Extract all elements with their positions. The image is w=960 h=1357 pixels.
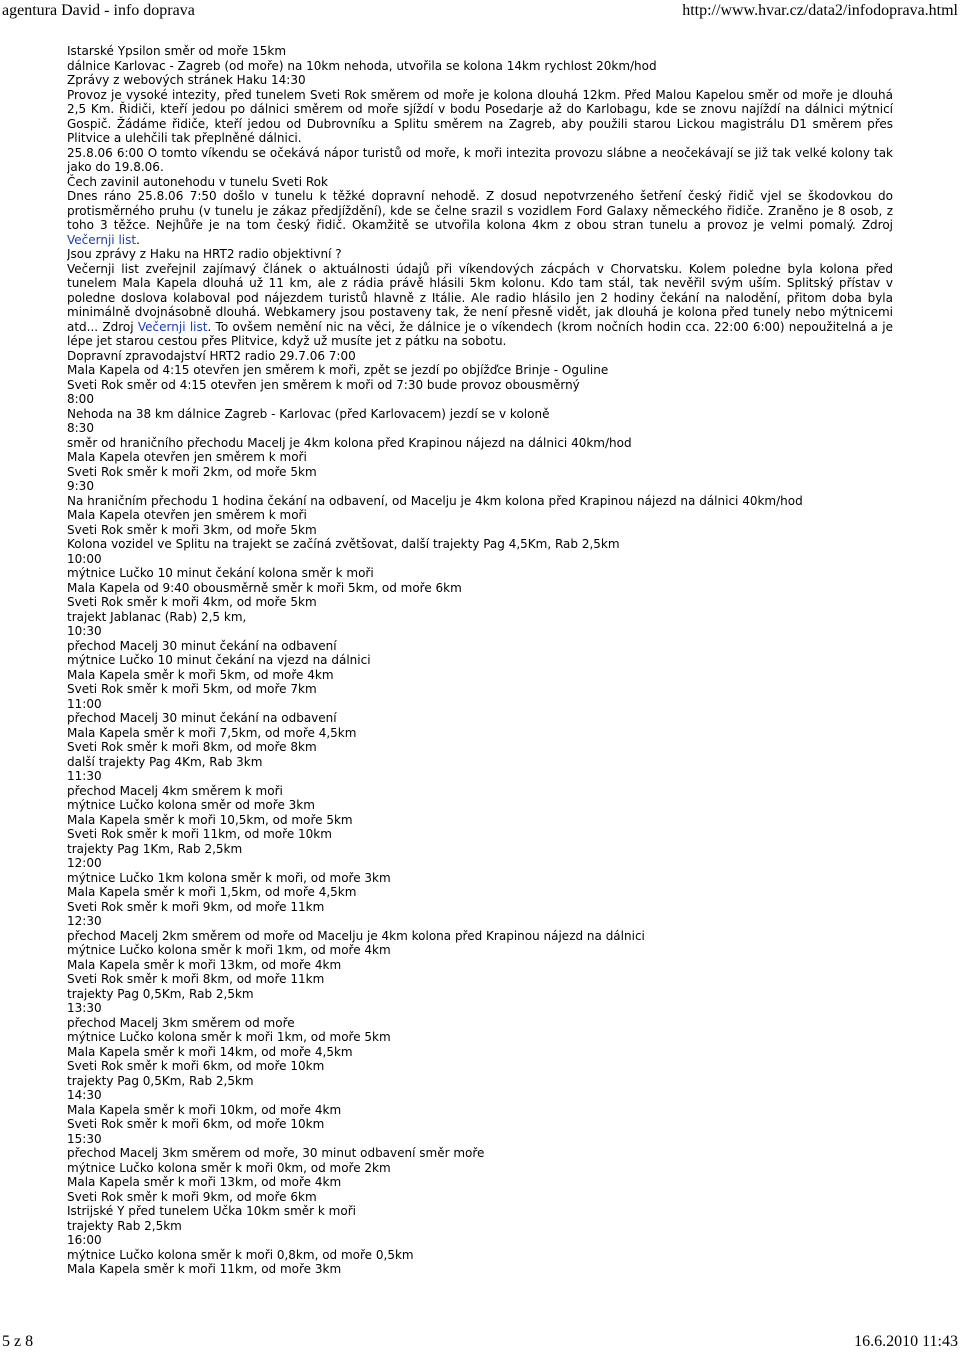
tunnel-paragraph: Provoz je vysoké intezity, před tunelem Sveti Rok směrem od moře je kolona dlouhá 12km. Před Malou Kapelou směr od moře je dlouhá 2,5 Km. Řidiči, kteří jedou po dálnici směrem od moře sjíždí v bodu Posedarje až do Karlobagu, kde se znovu najíždí na dálnici mýtnicí Gospič. Žádáme řidiče, kteří jedou od Dubrovníku a Splitu směrem na Zagreb, aby použili starou Lickou magistrálu D1 směrem přes Plitvice a ulehčili tak přeplněné dálnici. <box>67 87 893 145</box>
text-line: Istarské Ypsilon směr od moře 15km <box>67 44 287 58</box>
log-line: přechod Macelj 4km směrem k moři <box>67 783 283 798</box>
page-number: 5 z 8 <box>2 1333 34 1350</box>
log-line: Mala Kapela otevřen jen směrem k moři <box>67 450 307 464</box>
accident-text-end: . <box>136 232 140 247</box>
vecernji-text-end: . To ovšem nemění nic na věci, že dálnice je o víkendech (krom nočních hodin cca. 22:00 6:00) nepoužitelná a je lépe jet starou cestou přes Plitvice, když už musíte jet z pátku na sobotu. <box>67 319 893 348</box>
log-line: trajekty Rab 2,5km <box>67 1218 182 1233</box>
log-line: přechod Macelj 30 minut čekání na odbavení <box>67 638 337 653</box>
log-line: 10:30 <box>67 624 102 638</box>
log-line: Sveti Rok směr k moři 3km, od moře 5km <box>67 522 317 537</box>
log-line: mýtnice Lučko kolona směr k moři 1km, od moře 4km <box>67 943 391 957</box>
log-line: Sveti Rok směr k moři 9km, od moře 6km <box>67 1189 317 1204</box>
text-line: Zprávy z webových stránek Haku 14:30 <box>67 73 306 87</box>
log-line: Sveti Rok směr k moři 4km, od moře 5km <box>67 595 317 609</box>
log-line: přechod Macelj 3km směrem od moře, 30 minut odbavení směr moře <box>67 1146 485 1160</box>
log-line: mýtnice Lučko 10 minut čekání kolona směr k moři <box>67 566 374 580</box>
log-line: Mala Kapela směr k moři 7,5km, od moře 4,5km <box>67 725 357 740</box>
log-line: další trajekty Pag 4Km, Rab 3km <box>67 754 263 769</box>
log-line: 8:30 <box>67 421 94 435</box>
log-line: Sveti Rok směr k moři 6km, od moře 10km <box>67 1059 325 1073</box>
print-timestamp: 16.6.2010 11:43 <box>854 1333 958 1350</box>
vecernji-text: Večernji list zveřejnil zajímavý článek o aktuálnosti údajů při víkendových zácpách v Chorvatsku. Kolem poledne byla kolona před tunelem Mala Kapela dlouhá už 11 km, ale z rádia právě hlásili 5km kolonu. Kdo tam stál, tak nevěřil svým uším. Splitský přístav v poledne doslova kolaboval pod nájezdem turistů hlavně z Itálie. Ale radio hlásilo jen 2 hodiny čekání na nalodění, přitom doba byla minimálně dvojnásobně dlouhá. Webkamery jsou postaveny tak, že není přesně vidět, jak dlouhá je kolona před tunely nebo mýtnicemi atd... Zdroj <box>67 261 893 334</box>
log-line: Istrijské Y před tunelem Učka 10km směr k moři <box>67 1204 356 1218</box>
log-line: 14:30 <box>67 1088 102 1102</box>
log-line: Mala Kapela směr k moři 10km, od moře 4km <box>67 1102 342 1117</box>
log-line: Mala Kapela směr k moři 1,5km, od moře 4,5km <box>67 885 357 899</box>
print-header-title: agentura David - info doprava <box>2 2 195 19</box>
log-line: mýtnice Lučko kolona směr k moři 1km, od moře 5km <box>67 1030 391 1044</box>
log-line: Mala Kapela směr k moři 11km, od moře 3km <box>67 1262 342 1276</box>
log-line: Mala Kapela směr k moři 14km, od moře 4,5km <box>67 1044 353 1059</box>
log-line: směr od hraničního přechodu Macelj je 4km kolona před Krapinou nájezd na dálnici 40km/hod <box>67 435 632 450</box>
log-line: Mala Kapela směr k moři 13km, od moře 4km <box>67 1175 342 1189</box>
log-line: trajekt Jablanac (Rab) 2,5 km, <box>67 609 247 624</box>
log-line: trajekty Pag 0,5Km, Rab 2,5km <box>67 1073 254 1088</box>
log-line: Sveti Rok směr k moři 5km, od moře 7km <box>67 682 317 696</box>
log-line: trajekty Pag 1Km, Rab 2,5km <box>67 841 243 856</box>
print-header-url: http://www.hvar.cz/data2/infodoprava.html <box>682 2 958 19</box>
log-line: Kolona vozidel ve Splitu na trajekt se začíná zvětšovat, další trajekty Pag 4,5Km, Rab 2,5km <box>67 537 620 551</box>
log-line: Sveti Rok směr k moři 8km, od moře 11km <box>67 972 325 986</box>
log-line: mýtnice Lučko 10 minut čekání na vjezd na dálnici <box>67 653 371 667</box>
log-line: 15:30 <box>67 1131 102 1146</box>
log-line: přechod Macelj 30 minut čekání na odbavení <box>67 711 337 725</box>
log-line: Mala Kapela směr k moři 5km, od moře 4km <box>67 667 334 682</box>
log-line: mýtnice Lučko kolona směr k moři 0km, od moře 2km <box>67 1160 391 1175</box>
accident-text: Dnes ráno 25.8.06 7:50 došlo v tunelu k těžké dopravní nehodě. Z dosud nepotvrzeného šetření český řidič vjel se škodovkou do protisměrného pruhu (v tunelu je zákaz předjíždění), kde se čelne srazil s vozidlem Ford Galaxy německého řidiče. Zraněno je 8 osob, z toho 3 těžce. Nejhůře je na tom český řidič. Okamžitě se utvořila kolona 4km z obou stran tunelu a provoz je velmi pomalý. Zdroj <box>67 189 893 232</box>
log-line: Sveti Rok směr k moři 2km, od moře 5km <box>67 464 317 479</box>
vecernji-paragraph <box>67 262 893 349</box>
log-line: Na hraničním přechodu 1 hodina čekání na odbavení, od Macelju je 4km kolona před Krapinou nájezd na dálnici 40km/hod <box>67 493 803 508</box>
log-line: Mala Kapela od 4:15 otevřen jen směrem k moři, zpět se jezdí po objížďce Brinje - Oguline <box>67 363 609 377</box>
log-line: Sveti Rok směr k moři 8km, od moře 8km <box>67 740 317 754</box>
log-line: Mala Kapela směr k moři 10,5km, od moře 5km <box>67 812 353 827</box>
print-header <box>0 0 960 24</box>
log-line: mýtnice Lučko 1km kolona směr k moři, od moře 3km <box>67 870 391 885</box>
log-line: 12:00 <box>67 856 102 870</box>
log-line: 16:00 <box>67 1233 102 1247</box>
log-line: Mala Kapela od 9:40 obousměrně směr k moři 5km, od moře 6km <box>67 580 462 595</box>
log-line: 11:00 <box>67 696 102 711</box>
log-line: Sveti Rok směr k moři 9km, od moře 11km <box>67 899 325 914</box>
log-line: Sveti Rok směr od 4:15 otevřen jen směrem k moři od 7:30 bude provoz obousměrný <box>67 377 580 392</box>
log-line: Mala Kapela otevřen jen směrem k moři <box>67 508 307 522</box>
print-footer <box>0 1329 960 1357</box>
log-line: mýtnice Lučko kolona směr od moře 3km <box>67 798 315 812</box>
log-line: 8:00 <box>67 392 94 406</box>
accident-headline: Čech zavinil autonehodu v tunelu Sveti Rok <box>67 174 328 189</box>
log-line: 11:30 <box>67 769 102 783</box>
log-line: 10:00 <box>67 551 102 566</box>
accident-paragraph <box>67 189 893 247</box>
log-line: Mala Kapela směr k moři 13km, od moře 4km <box>67 957 342 972</box>
log-line: Dopravní zpravodajství HRT2 radio 29.7.06 7:00 <box>67 348 356 363</box>
vecernji-list-link[interactable]: Večernji list <box>137 319 208 334</box>
log-line: 9:30 <box>67 479 94 493</box>
log-line: přechod Macelj 3km směrem od moře <box>67 1015 295 1030</box>
log-line: trajekty Pag 0,5Km, Rab 2,5km <box>67 986 254 1001</box>
log-line: Sveti Rok směr k moři 6km, od moře 10km <box>67 1117 325 1131</box>
article-content <box>67 44 893 1301</box>
weekend-paragraph: 25.8.06 6:00 O tomto víkendu se očekává nápor turistů od moře, k moři intezita provozu slábne a neočekávají se již tak velké kolony tak jako do 19.8.06. <box>67 145 893 174</box>
log-line: 13:30 <box>67 1001 102 1015</box>
log-line: Sveti Rok směr k moři 11km, od moře 10km <box>67 827 332 841</box>
vecernji-list-link[interactable]: Večernji list <box>67 232 137 247</box>
log-line: mýtnice Lučko kolona směr k moři 0,8km, od moře 0,5km <box>67 1247 414 1262</box>
log-line: Nehoda na 38 km dálnice Zagreb - Karlovac (před Karlovacem) jezdí se v koloně <box>67 406 550 421</box>
log-line: 12:30 <box>67 914 102 928</box>
traffic-log <box>67 349 893 1277</box>
question-headline: Jsou zprávy z Haku na HRT2 radio objektivní ? <box>67 247 342 261</box>
text-line: dálnice Karlovac - Zagreb (od moře) na 10km nehoda, utvořila se kolona 14km rychlost 20km/hod <box>67 58 657 73</box>
log-line: přechod Macelj 2km směrem od moře od Macelju je 4km kolona před Krapinou nájezd na dálnici <box>67 928 645 943</box>
